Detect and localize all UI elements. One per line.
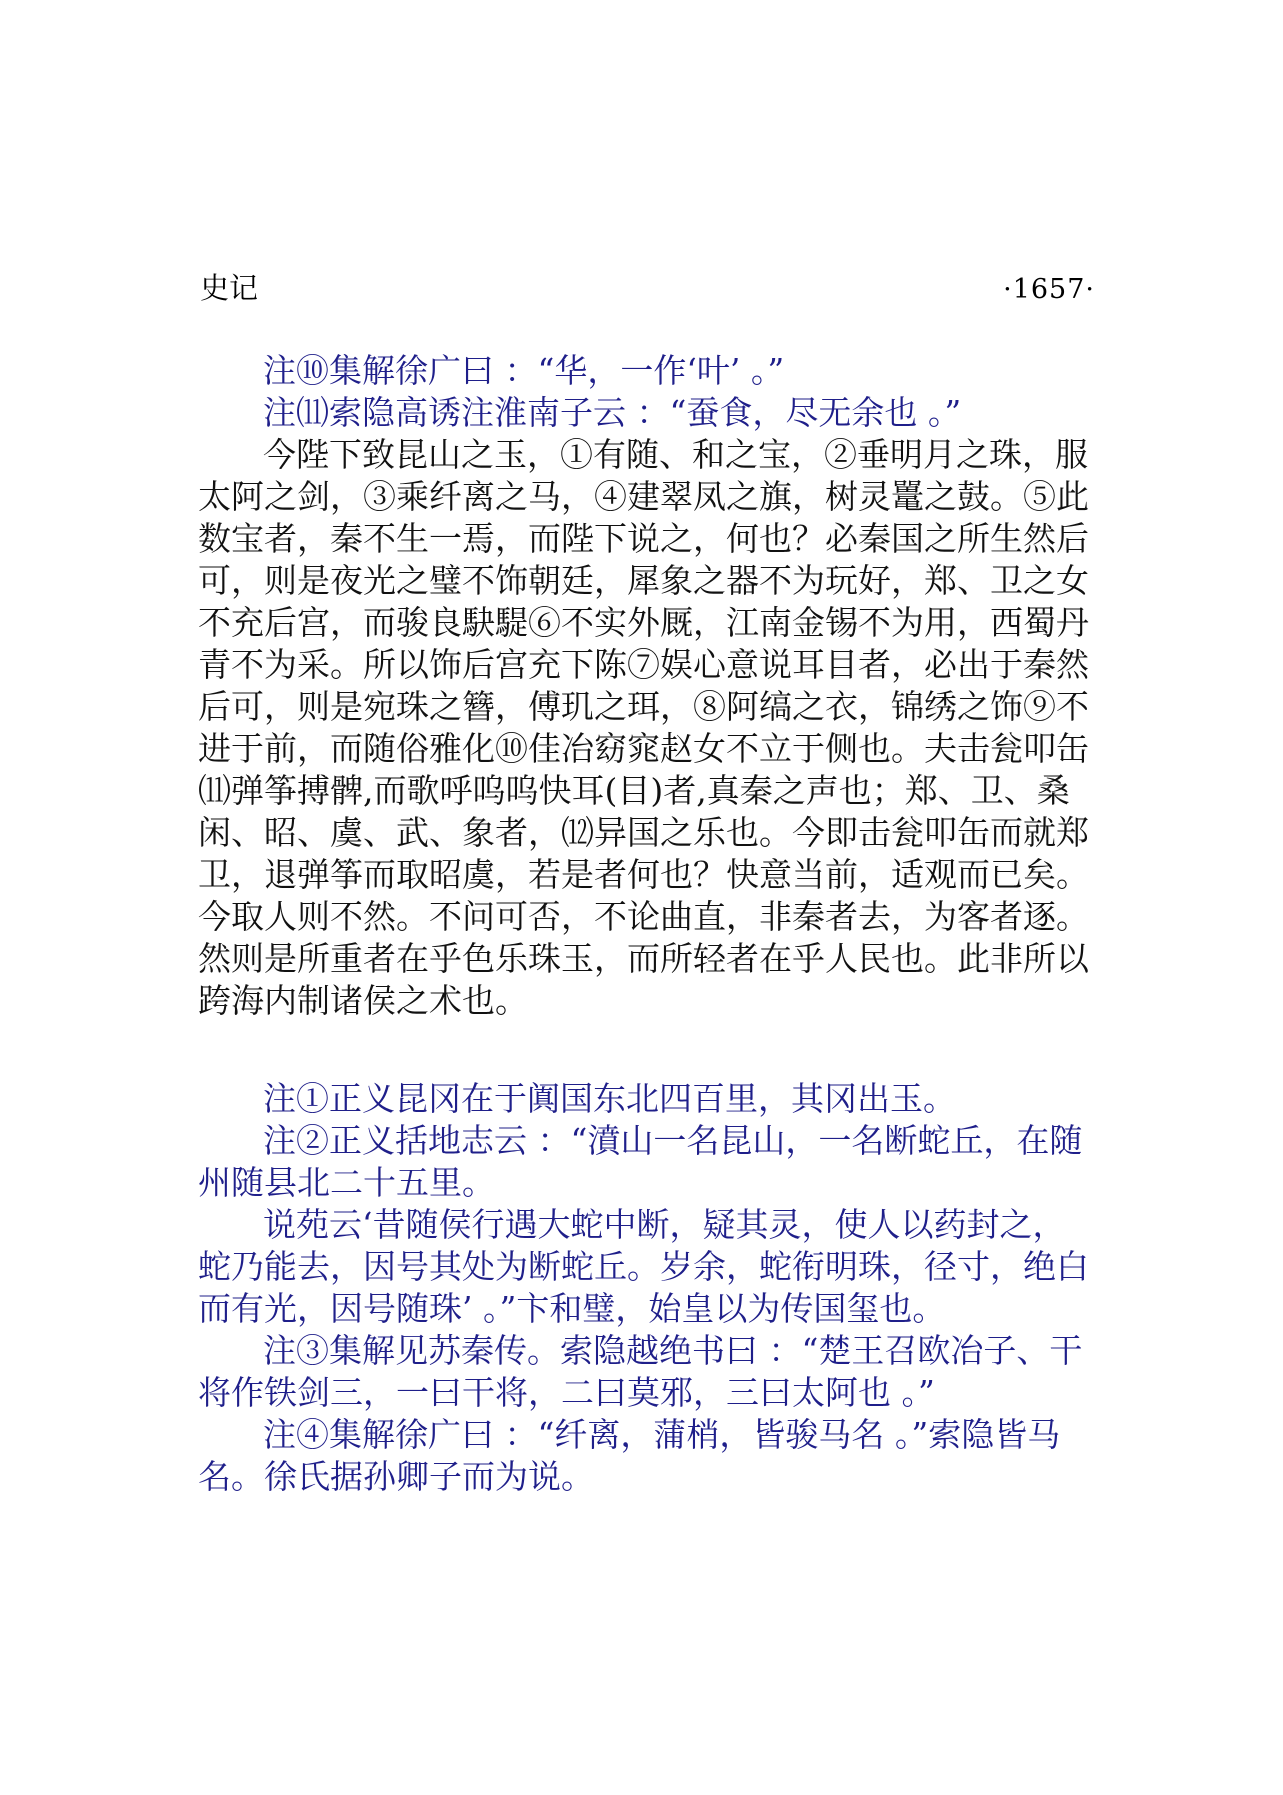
main-text-line: 闲、昭、虞、武、象者，⑿异国之乐也。今即击瓮叩缶而就郑 — [198, 813, 1089, 852]
note-line: 说苑云‘昔随侯行遇大蛇中断，疑其灵，使人以药封之， — [263, 1205, 1066, 1244]
note-line: 蛇乃能去，因号其处为断蛇丘。岁余，蛇衔明珠，径寸，绝白 — [198, 1247, 1089, 1286]
page-number: ·1657· — [1003, 274, 1095, 305]
note-line: 注①正义昆冈在于阗国东北四百里，其冈出玉。 — [263, 1079, 956, 1118]
main-text-line: ⑾弹筝搏髀,而歌呼呜呜快耳(目)者,真秦之声也；郑、卫、桑 — [198, 771, 1070, 810]
main-text-line: 今取人则不然。不问可否，不论曲直，非秦者去，为客者逐。 — [198, 897, 1089, 936]
main-text-line: 青不为采。所以饰后宫充下陈⑦娱心意说耳目者，必出于秦然 — [198, 645, 1089, 684]
main-text-line: 太阿之剑，③乘纤离之马，④建翠凤之旗，树灵鼍之鼓。⑤此 — [198, 477, 1089, 516]
note-line: 注②正义括地志云 ：“濆山一名昆山，一名断蛇丘，在随 — [263, 1121, 1083, 1160]
note-line: 州随县北二十五里。 — [198, 1163, 495, 1202]
main-text-line: 可，则是夜光之璧不饰朝廷，犀象之器不为玩好，郑、卫之女 — [198, 561, 1089, 600]
note-line: 而有光，因号随珠’ 。”卞和璧，始皇以为传国玺也。 — [198, 1289, 946, 1328]
main-text-line: 后可，则是宛珠之簪，傅玑之珥，⑧阿缟之衣，锦绣之饰⑨不 — [198, 687, 1089, 726]
main-text-line: 今陛下致昆山之玉，①有随、和之宝，②垂明月之珠，服 — [263, 435, 1088, 474]
main-text-line: 卫，退弹筝而取昭虞，若是者何也？快意当前，适观而已矣。 — [198, 855, 1089, 894]
note-line: 注⑩集解徐广曰 ：“华，一作‘叶’ 。” — [263, 351, 785, 390]
note-line: 注④集解徐广曰 ：“纤离，蒲梢，皆骏马名 。”索隐皆马 — [263, 1415, 1061, 1454]
note-line: 将作铁剑三，一曰干将，二曰莫邪，三曰太阿也 。” — [198, 1373, 935, 1412]
book-title: 史记 — [200, 271, 259, 305]
main-text-line: 跨海内制诸侯之术也。 — [198, 981, 528, 1020]
note-line: 注⑾索隐高诱注淮南子云 ：“蚕食，尽无余也 。” — [263, 393, 962, 432]
note-line: 名。徐氏据孙卿子而为说。 — [198, 1457, 594, 1496]
note-line: 注③集解见苏秦传。索隐越绝书曰 ：“楚王召欧冶子、干 — [263, 1331, 1083, 1370]
main-text-line: 进于前，而随俗雅化⑩佳冶窈窕赵女不立于侧也。夫击瓮叩缶 — [198, 729, 1089, 768]
main-text-line: 数宝者，秦不生一焉，而陛下说之，何也？必秦国之所生然后 — [198, 519, 1089, 558]
main-text-line: 然则是所重者在乎色乐珠玉，而所轻者在乎人民也。此非所以 — [198, 939, 1089, 978]
main-text-line: 不充后宫，而骏良駃騠⑥不实外厩，江南金锡不为用，西蜀丹 — [198, 603, 1089, 642]
